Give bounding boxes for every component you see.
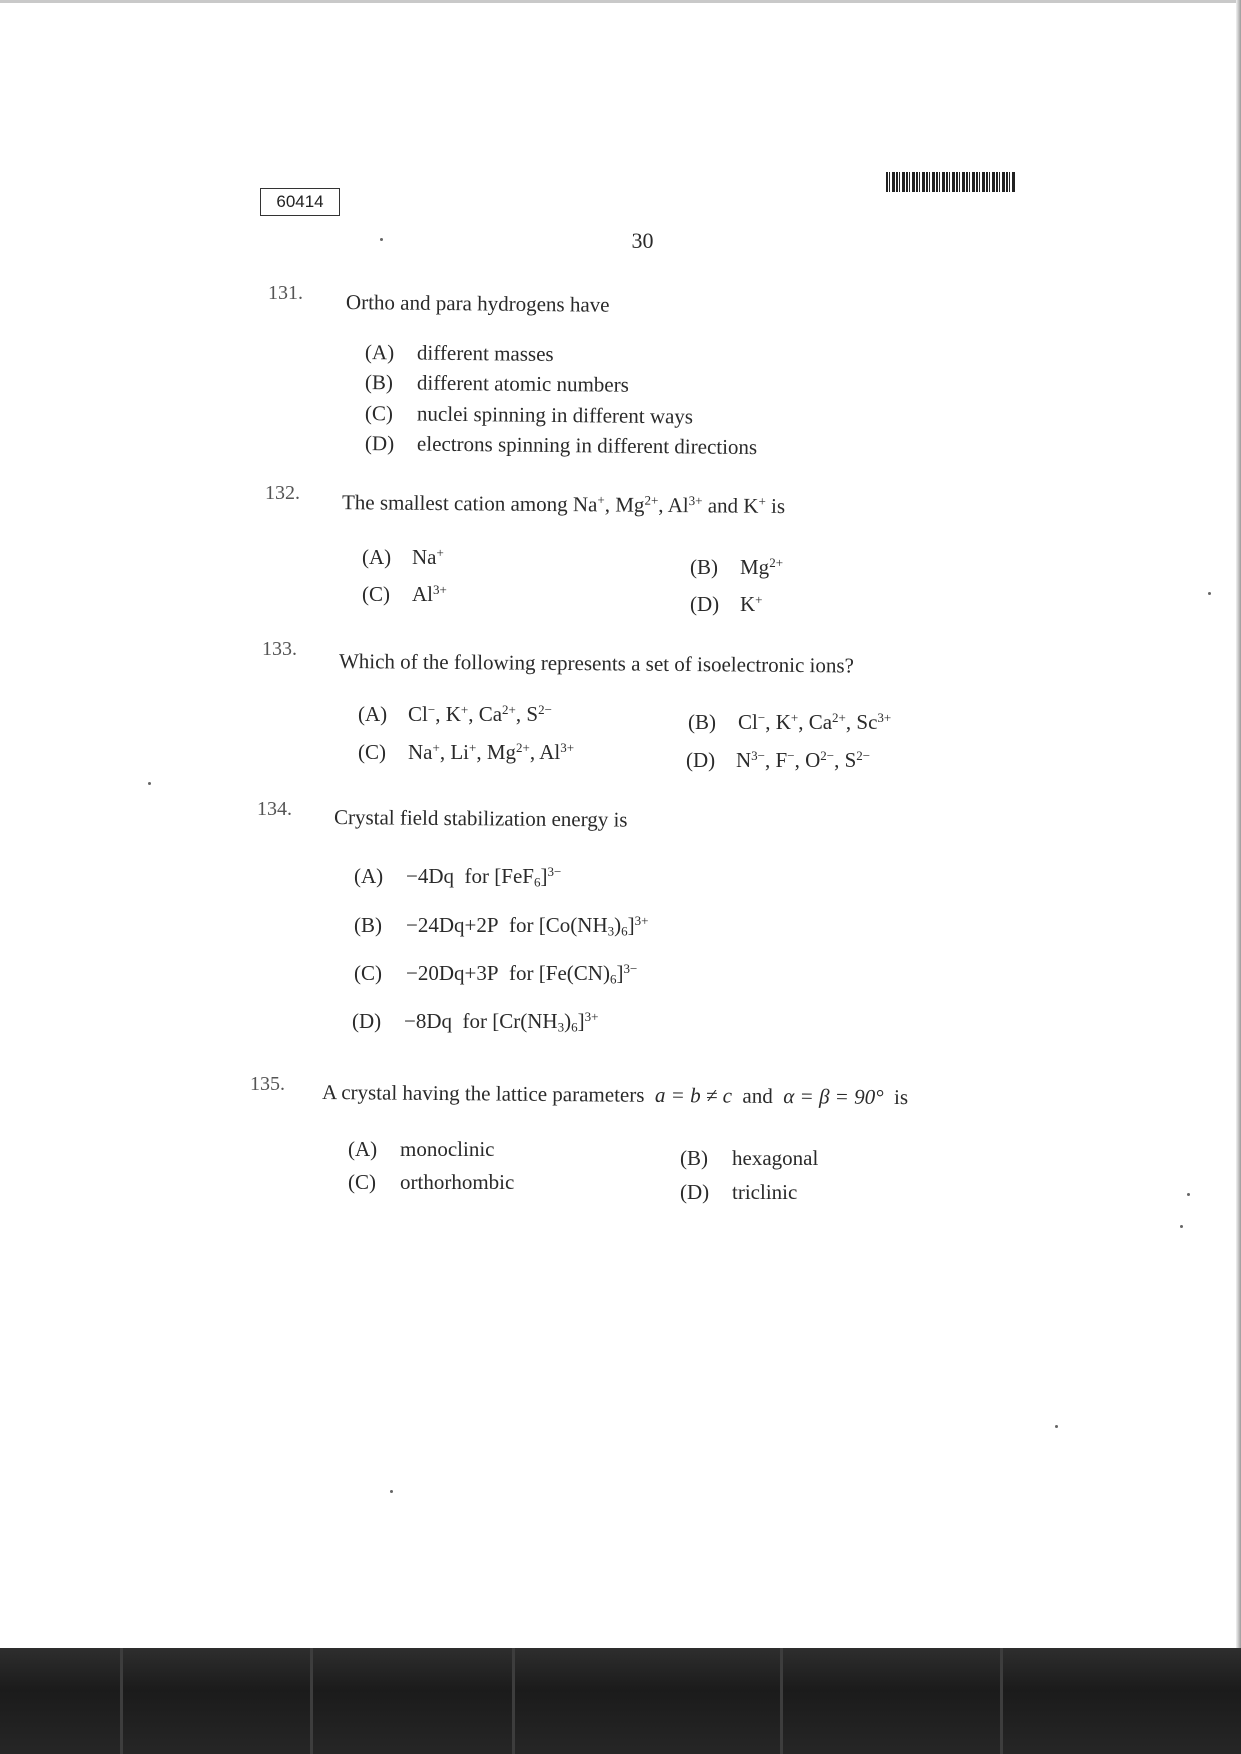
question-number: 131. xyxy=(268,282,303,304)
scan-stripe xyxy=(1000,1648,1003,1754)
text-part: [FeF xyxy=(494,864,534,889)
superscript: 3+ xyxy=(584,1009,599,1024)
superscript: 3− xyxy=(547,864,562,879)
option-letter: (D) xyxy=(690,592,720,617)
question-number: 132. xyxy=(265,482,300,504)
for-word: for xyxy=(462,1009,488,1034)
question-text: Crystal field stabilization energy is xyxy=(333,805,628,832)
scan-speck xyxy=(1187,1193,1190,1196)
option-c xyxy=(365,401,693,429)
option-letter: (D) xyxy=(686,748,716,773)
option-letter: (A) xyxy=(354,864,384,889)
text-part: , K xyxy=(765,710,791,735)
option-text: different atomic numbers xyxy=(416,370,630,397)
option-d xyxy=(680,1180,797,1205)
superscript: + xyxy=(597,492,605,508)
option-letter: (B) xyxy=(364,370,394,395)
scan-stripe xyxy=(780,1648,783,1754)
text-part: , O xyxy=(794,748,821,773)
paper-code-box: 60414 xyxy=(260,188,340,216)
superscript: 2+ xyxy=(502,702,516,717)
option-b xyxy=(690,555,783,580)
scan-stripe xyxy=(310,1648,313,1754)
option-text: Mg xyxy=(740,555,770,580)
option-c xyxy=(358,740,574,765)
option-letter: (B) xyxy=(354,913,382,938)
superscript: 3+ xyxy=(433,582,447,597)
option-text: triclinic xyxy=(732,1180,798,1204)
text-part: , Ca xyxy=(468,702,503,727)
superscript: 2− xyxy=(538,702,552,717)
option-letter: (D) xyxy=(364,431,395,456)
option-a xyxy=(354,864,561,890)
superscript: 3+ xyxy=(560,740,575,755)
text-part: , Li xyxy=(439,740,470,765)
text-part: ) xyxy=(564,1009,572,1034)
superscript: 2− xyxy=(820,748,835,763)
option-letter: (A) xyxy=(364,340,395,365)
angle-condition: α = β = 90° xyxy=(783,1084,884,1109)
option-a xyxy=(358,702,552,727)
text-part: Na xyxy=(408,740,433,765)
option-letter: (B) xyxy=(690,555,718,580)
text-part: [Cr(NH xyxy=(492,1009,558,1034)
superscript: + xyxy=(432,740,440,755)
option-text: nuclei spinning in different ways xyxy=(416,401,694,429)
option-c xyxy=(362,582,447,607)
text-part: , S xyxy=(515,702,539,727)
subscript: 6 xyxy=(533,874,541,890)
option-text: hexagonal xyxy=(732,1146,819,1170)
text-part: ] xyxy=(577,1009,585,1034)
option-letter: (C) xyxy=(354,961,382,986)
scan-bottom-band xyxy=(0,1648,1241,1754)
superscript: − xyxy=(787,748,795,763)
lattice-condition: a = b ≠ c xyxy=(654,1082,733,1108)
superscript: + xyxy=(469,740,477,755)
scan-stripe xyxy=(120,1648,123,1754)
superscript: + xyxy=(436,545,444,560)
subscript: 6 xyxy=(571,1019,578,1035)
text-part: , Mg xyxy=(604,492,645,517)
option-letter: (D) xyxy=(352,1009,382,1034)
superscript: 2+ xyxy=(644,492,659,508)
option-b xyxy=(688,710,891,735)
text-part: and xyxy=(742,1083,773,1108)
text-part: ] xyxy=(540,864,548,889)
subscript: 3 xyxy=(607,923,615,939)
superscript: + xyxy=(758,493,766,509)
superscript: 2− xyxy=(856,748,871,763)
option-text: K xyxy=(740,592,756,617)
option-b xyxy=(680,1146,818,1171)
option-letter: (B) xyxy=(680,1146,708,1170)
superscript: + xyxy=(755,592,763,607)
text-part: is xyxy=(893,1084,909,1110)
text-part: , F xyxy=(765,748,788,773)
superscript: 3+ xyxy=(688,493,703,509)
option-a xyxy=(362,545,444,570)
superscript: − xyxy=(757,710,766,725)
text-part: and K xyxy=(702,493,759,518)
text-part: , S xyxy=(834,748,857,773)
option-text: orthorhombic xyxy=(400,1170,515,1194)
option-letter: (A) xyxy=(358,702,388,727)
option-d xyxy=(690,592,763,617)
text-part: A crystal having the lattice parameters xyxy=(321,1080,645,1107)
superscript: − xyxy=(427,702,436,717)
barcode-icon xyxy=(886,172,1016,192)
text-part: The smallest cation among Na xyxy=(341,490,598,517)
text-part: , K xyxy=(435,702,461,727)
text-part: ] xyxy=(627,913,635,938)
scan-speck xyxy=(1180,1225,1183,1228)
text-part: [Co(NH xyxy=(538,913,608,938)
scan-top-edge xyxy=(0,0,1241,3)
scan-speck xyxy=(1208,592,1211,595)
scan-speck xyxy=(148,782,151,785)
option-letter: (C) xyxy=(348,1170,376,1194)
text-part: , Mg xyxy=(476,740,517,765)
option-letter: (D) xyxy=(680,1180,710,1204)
option-text: electrons spinning in different directions xyxy=(416,431,758,460)
superscript: 2+ xyxy=(516,740,530,755)
option-text: different masses xyxy=(416,340,554,366)
scan-stripe xyxy=(512,1648,515,1754)
text-part: Cl xyxy=(738,710,758,735)
energy-term: −24Dq+2P xyxy=(406,913,499,938)
superscript: + xyxy=(790,710,799,725)
option-letter: (C) xyxy=(358,740,386,765)
text-part: , Al xyxy=(658,492,689,518)
option-a xyxy=(348,1137,494,1162)
question-text xyxy=(342,490,785,519)
energy-term: −20Dq+3P xyxy=(406,961,499,986)
energy-term: −4Dq xyxy=(406,864,455,889)
question-number: 135. xyxy=(250,1073,285,1095)
text-part: Cl xyxy=(408,702,428,727)
subscript: 6 xyxy=(609,971,617,987)
text-part: N xyxy=(736,748,752,773)
superscript: + xyxy=(460,702,469,717)
text-part: ) xyxy=(614,913,622,938)
option-c xyxy=(348,1170,514,1195)
option-d xyxy=(686,748,870,773)
superscript: 3+ xyxy=(634,913,649,928)
text-part: , Ca xyxy=(798,710,833,735)
option-letter: (C) xyxy=(364,401,394,426)
option-c xyxy=(354,961,637,987)
option-text: Na xyxy=(412,545,437,570)
question-number: 133. xyxy=(262,638,297,660)
option-letter: (B) xyxy=(688,710,716,735)
option-d xyxy=(365,431,757,460)
question-number: 134. xyxy=(257,798,292,820)
superscript: 3− xyxy=(751,748,766,763)
for-word: for xyxy=(464,864,490,889)
option-letter: (A) xyxy=(348,1137,378,1161)
page-number: 30 xyxy=(631,228,654,253)
option-a xyxy=(365,340,554,367)
superscript: 2+ xyxy=(832,710,846,725)
text-part: ] xyxy=(616,961,624,986)
superscript: 2+ xyxy=(769,555,784,570)
subscript: 6 xyxy=(621,923,628,939)
option-b xyxy=(365,370,629,398)
option-text: Al xyxy=(412,582,433,607)
text-part: , Al xyxy=(529,740,561,765)
superscript: 3+ xyxy=(877,710,892,725)
subscript: 3 xyxy=(557,1019,565,1035)
text-part: , Sc xyxy=(845,710,878,735)
text-part: is xyxy=(765,493,786,519)
option-letter: (A) xyxy=(362,545,392,570)
superscript: 3− xyxy=(623,961,638,976)
text-part: [Fe(CN) xyxy=(538,961,610,986)
option-b xyxy=(354,913,649,939)
question-text: Ortho and para hydrogens have xyxy=(345,290,610,317)
option-letter: (C) xyxy=(362,582,390,607)
for-word: for xyxy=(509,913,534,938)
scan-speck xyxy=(1055,1425,1058,1428)
scan-speck xyxy=(390,1490,393,1493)
option-d xyxy=(352,1009,598,1035)
option-text: monoclinic xyxy=(400,1137,495,1161)
scan-speck xyxy=(380,238,383,241)
energy-term: −8Dq xyxy=(404,1009,453,1034)
question-text: Which of the following represents a set of isoelectronic ions? xyxy=(338,649,855,678)
for-word: for xyxy=(509,961,534,986)
question-text xyxy=(322,1080,908,1110)
scan-right-edge xyxy=(1236,0,1241,1754)
